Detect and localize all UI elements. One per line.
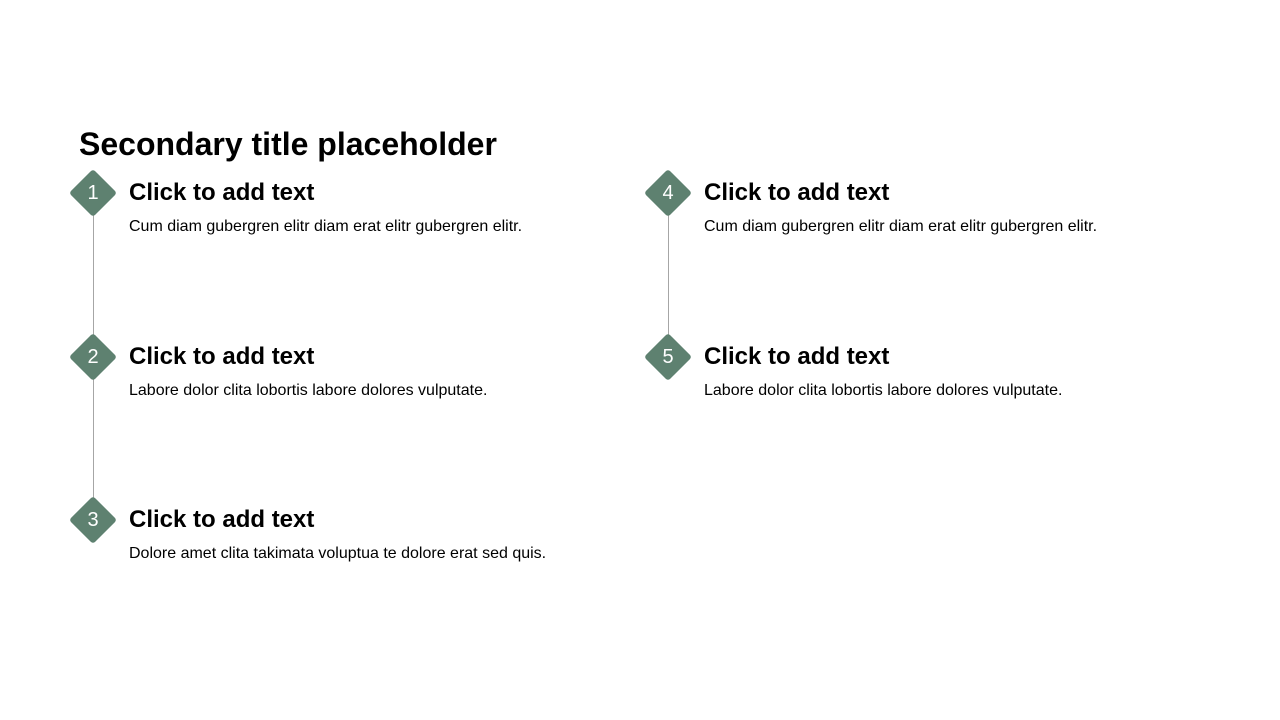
step-marker: [69, 496, 117, 544]
step-description[interactable]: Labore dolor clita lobortis labore dolores vulputate.: [129, 382, 488, 399]
step-marker: [644, 333, 692, 381]
step-number: 1: [87, 182, 99, 204]
step-number: 4: [662, 182, 674, 204]
step-description[interactable]: Labore dolor clita lobortis labore dolores vulputate.: [704, 382, 1063, 399]
step-heading[interactable]: Click to add text: [129, 506, 315, 533]
step-description[interactable]: Cum diam gubergren elitr diam erat elitr gubergren elitr.: [129, 218, 523, 235]
step-heading[interactable]: Click to add text: [129, 343, 315, 370]
step-heading[interactable]: Click to add text: [129, 179, 315, 206]
step-number: 3: [87, 509, 99, 531]
step-number: 5: [662, 346, 674, 368]
step-marker: [69, 333, 117, 381]
step-number: 2: [87, 346, 99, 368]
step-description[interactable]: Cum diam gubergren elitr diam erat elitr gubergren elitr.: [704, 218, 1098, 235]
step-heading[interactable]: Click to add text: [704, 343, 890, 370]
step-heading[interactable]: Click to add text: [704, 179, 890, 206]
step-description[interactable]: Dolore amet clita takimata voluptua te dolore erat sed quis.: [129, 545, 547, 562]
step-marker: [644, 169, 692, 217]
step-marker: [69, 169, 117, 217]
slide-title[interactable]: Secondary title placeholder: [79, 126, 497, 162]
